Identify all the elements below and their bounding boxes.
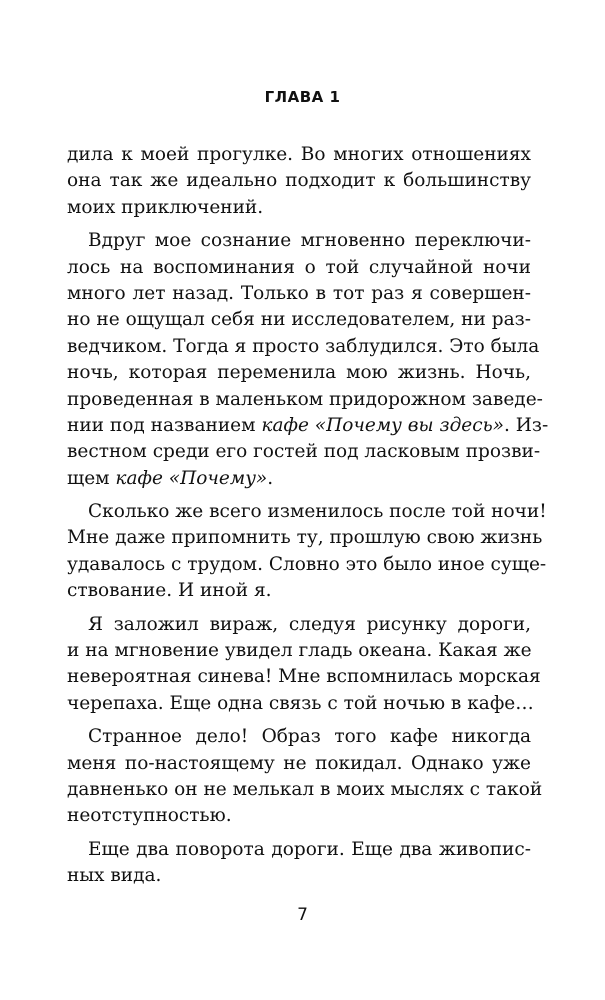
- text-line: Странное дело! Образ того кафе никогда: [88, 726, 531, 748]
- text-line: дила к моей прогулке. Во многих отношениях: [67, 144, 531, 165]
- chapter-heading: ГЛАВА 1: [264, 88, 341, 106]
- italic-cafe-name: кафе «Почему вы здесь»: [261, 414, 505, 436]
- text-line: черепаха. Еще одна связь с той ночью в кафе…: [67, 692, 534, 714]
- italic-cafe-nickname: кафе «Почему»: [115, 467, 268, 489]
- text-line: неотступностью.: [67, 805, 232, 827]
- text-line: Мне даже припомнить ту, прошлую свою жизнь: [67, 527, 543, 549]
- text-line: проведенная в маленьком придорожном заведе-: [67, 388, 543, 410]
- text-line: лось на воспоминания о той случайной ночи: [67, 256, 531, 278]
- text-fragment: .: [267, 467, 274, 489]
- text-line: ведчиком. Тогда я просто заблудился. Это была: [67, 335, 540, 357]
- text-line: Я заложил вираж, следуя рисунку дороги,: [88, 613, 531, 635]
- text-line: она так же идеально подходит к большинству: [67, 170, 531, 192]
- text-fragment: нии под названием: [67, 414, 262, 436]
- page-number: 7: [297, 905, 308, 925]
- text-line: ночь, которая переменила мою жизнь. Ночь,: [67, 362, 531, 384]
- text-line: [67, 413, 549, 439]
- text-line: ных вида.: [67, 865, 162, 887]
- text-line: давненько он не мелькал в моих мыслях с такой: [67, 778, 543, 800]
- text-line: Вдруг мое сознание мгновенно переключи-: [88, 230, 531, 252]
- text-line: много лет назад. Только в тот раз я совершен-: [67, 282, 531, 304]
- text-line: моих приключений.: [67, 196, 264, 218]
- text-line: невероятная синева! Мне вспомнилась морская: [67, 666, 541, 688]
- text-line: удавалось с трудом. Словно это было иное суще-: [67, 553, 547, 575]
- text-line: меня по-настоящему не покидал. Однако уже: [67, 752, 531, 774]
- text-fragment: щем: [67, 467, 116, 489]
- text-line: ствование. И иной я.: [67, 580, 272, 602]
- text-line: Еще два поворота дороги. Еще два живопис-: [88, 838, 531, 860]
- text-line: вестном среди его гостей под ласковым прозви-: [67, 441, 541, 463]
- text-line: [67, 466, 531, 492]
- text-line: Сколько же всего изменилось после той ночи!: [88, 501, 547, 523]
- text-fragment: . Из-: [504, 414, 549, 436]
- text-line: но не ощущал себя ни исследователем, ни раз-: [67, 309, 531, 331]
- body-text: [67, 142, 549, 890]
- text-line: и на мгновение увидел гладь океана. Какая же: [67, 640, 532, 662]
